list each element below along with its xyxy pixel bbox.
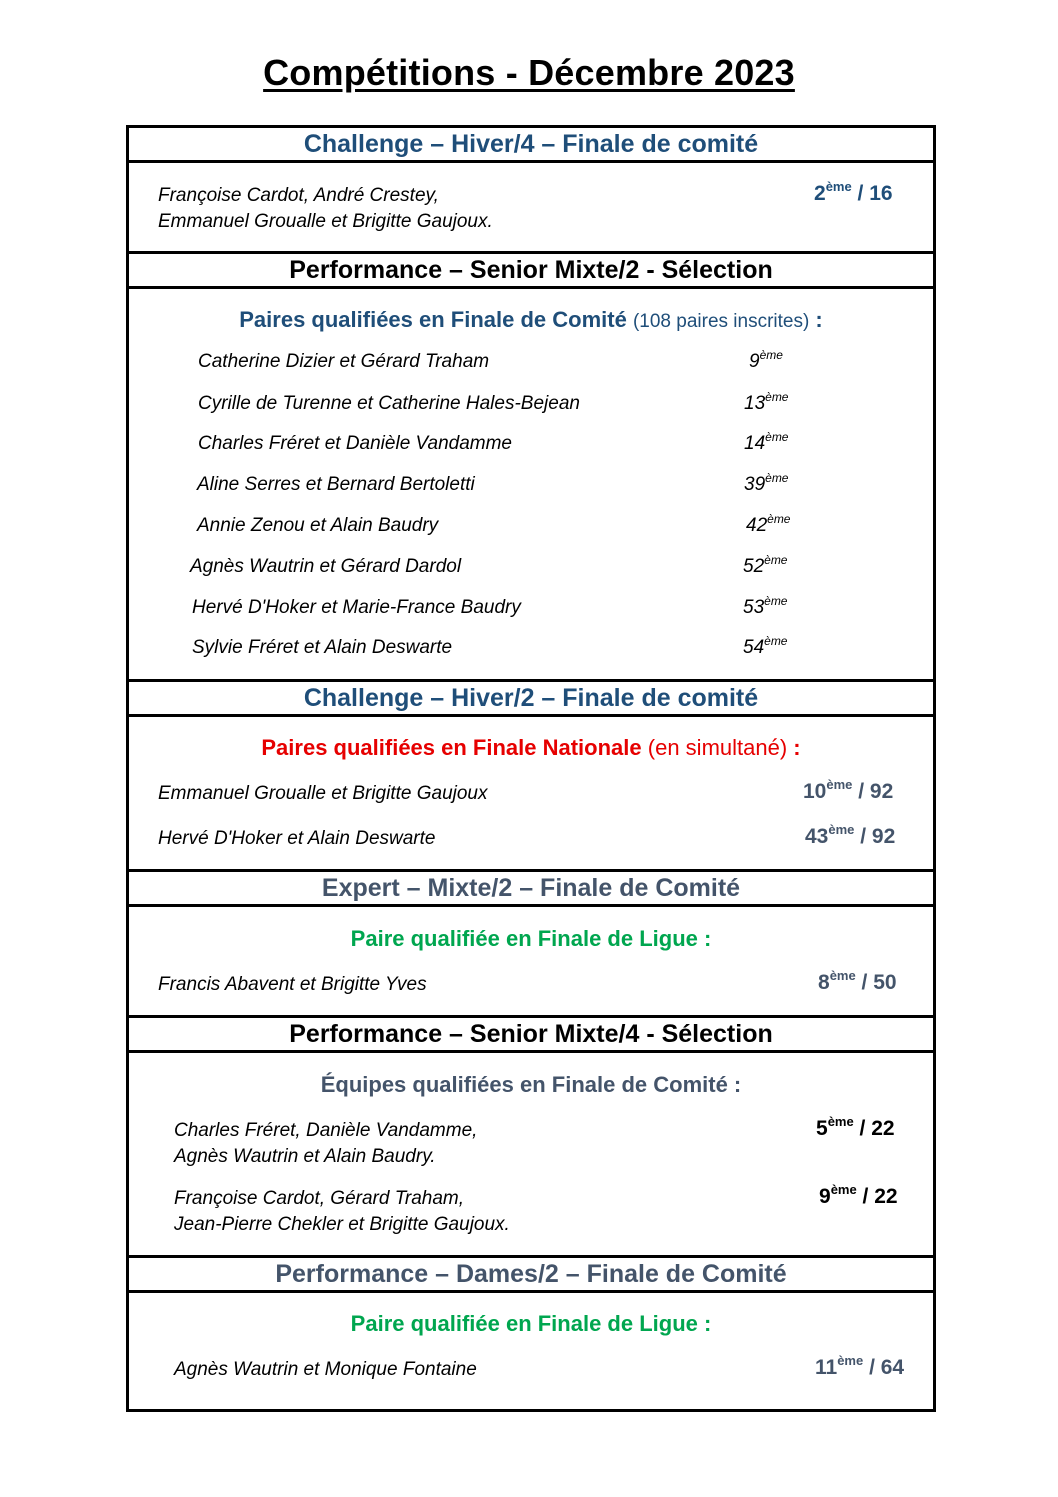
section-header: Expert – Mixte/2 – Finale de Comité — [126, 869, 936, 907]
rank-suffix: ème — [829, 968, 856, 983]
rank-number: 39 — [744, 474, 766, 495]
pair-name: Charles Fréret et Danièle Vandamme — [198, 433, 512, 454]
rank-total: / 22 — [853, 1117, 895, 1140]
rank-suffix: ème — [764, 553, 788, 567]
section-subtitle: Équipes qualifiées en Finale de Comité : — [320, 1072, 742, 1097]
pair-rank — [805, 822, 896, 849]
team-line-2: Agnès Wautrin et Alain Baudry. — [174, 1146, 436, 1167]
rank-suffix: ème — [767, 512, 791, 526]
rank-number: 53 — [743, 597, 765, 618]
pair-name: Francis Abavent et Brigitte Yves — [158, 974, 427, 995]
subtitle-note: (108 paires inscrites) — [632, 311, 810, 332]
rank-total: / 92 — [852, 780, 894, 803]
rank-suffix: ème — [827, 1114, 854, 1129]
team-line-1: Françoise Cardot, André Crestey, — [158, 185, 439, 206]
section-subtitle — [126, 735, 936, 761]
pair-name: Agnès Wautrin et Gérard Dardol — [190, 556, 462, 577]
subtitle-colon: : — [787, 735, 801, 760]
rank-suffix: ème — [826, 777, 853, 792]
team-line-2: Emmanuel Groualle et Brigitte Gaujoux. — [158, 211, 493, 232]
section-header: Challenge – Hiver/2 – Finale de comité — [126, 679, 936, 717]
pair-rank — [818, 968, 897, 995]
pair-rank — [744, 471, 789, 496]
rank-suffix: ème — [828, 822, 855, 837]
section-subtitle: Paire qualifiée en Finale de Ligue : — [350, 1311, 712, 1336]
rank-suffix: ème — [765, 390, 789, 404]
section-header: Performance – Dames/2 – Finale de Comité — [126, 1255, 936, 1293]
rank-total: / 50 — [855, 971, 897, 994]
section-subtitle: Paire qualifiée en Finale de Ligue : — [350, 926, 712, 951]
rank-total: / 22 — [856, 1185, 898, 1208]
section-header: Performance – Senior Mixte/4 - Sélection — [126, 1015, 936, 1053]
rank-total: / 16 — [851, 182, 893, 205]
pair-rank — [743, 594, 788, 619]
rank-number: 54 — [743, 637, 765, 658]
rank-number: 9 — [749, 351, 760, 372]
pair-name: Emmanuel Groualle et Brigitte Gaujoux — [158, 783, 488, 804]
team-line-1: Françoise Cardot, Gérard Traham, — [174, 1188, 465, 1209]
pair-name: Agnès Wautrin et Monique Fontaine — [174, 1359, 477, 1380]
subtitle-note: (en simultané) — [647, 735, 788, 760]
rank-number: 5 — [816, 1117, 828, 1140]
subtitle-main: Paires qualifiées en Finale Nationale — [261, 735, 642, 760]
pair-name: Hervé D'Hoker et Alain Deswarte — [158, 828, 436, 849]
rank-suffix: ème — [759, 348, 783, 362]
section-subtitle — [126, 307, 936, 333]
rank-suffix: ème — [764, 594, 788, 608]
section-header: Performance – Senior Mixte/2 - Sélection — [126, 251, 936, 289]
rank-suffix: ème — [825, 179, 852, 194]
rank-number: 52 — [743, 556, 765, 577]
section-header: Challenge – Hiver/4 – Finale de comité — [126, 125, 936, 163]
team-line-1: Charles Fréret, Danièle Vandamme, — [174, 1120, 478, 1141]
pair-name: Annie Zenou et Alain Baudry — [197, 515, 439, 536]
team-rank — [819, 1182, 898, 1209]
rank-number: 14 — [744, 433, 766, 454]
rank-total: / 64 — [863, 1356, 905, 1379]
pair-name: Cyrille de Turenne et Catherine Hales-Bejean — [198, 393, 580, 414]
pair-rank — [815, 1353, 905, 1380]
pair-rank — [743, 553, 788, 578]
rank-suffix: ème — [765, 471, 789, 485]
pair-rank — [803, 777, 894, 804]
rank-suffix: ème — [830, 1182, 857, 1197]
pair-rank — [746, 512, 791, 537]
team-line-2: Jean-Pierre Chekler et Brigitte Gaujoux. — [174, 1214, 510, 1235]
rank — [814, 179, 893, 206]
pair-name: Aline Serres et Bernard Bertoletti — [197, 474, 475, 495]
rank-number: 2 — [814, 182, 826, 205]
rank-number: 43 — [805, 825, 829, 848]
page-title: Compétitions - Décembre 2023 — [263, 52, 795, 93]
pair-rank — [743, 634, 788, 659]
pair-rank — [744, 430, 789, 455]
rank-suffix: ème — [765, 430, 789, 444]
team-rank — [816, 1114, 895, 1141]
rank-number: 11 — [815, 1356, 838, 1379]
rank-number: 42 — [746, 515, 768, 536]
subtitle-main: Paires qualifiées en Finale de Comité — [239, 307, 627, 332]
pair-name: Catherine Dizier et Gérard Traham — [198, 351, 490, 372]
rank-number: 8 — [818, 971, 830, 994]
rank-number: 9 — [819, 1185, 831, 1208]
pair-rank — [749, 348, 783, 373]
rank-total: / 92 — [854, 825, 896, 848]
rank-suffix: ème — [764, 634, 788, 648]
rank-number: 13 — [744, 393, 766, 414]
rank-number: 10 — [803, 780, 827, 803]
subtitle-colon: : — [809, 307, 823, 332]
rank-suffix: ème — [837, 1353, 864, 1368]
pair-rank — [744, 390, 789, 415]
pair-name: Sylvie Fréret et Alain Deswarte — [192, 637, 453, 658]
pair-name: Hervé D'Hoker et Marie-France Baudry — [192, 597, 521, 618]
